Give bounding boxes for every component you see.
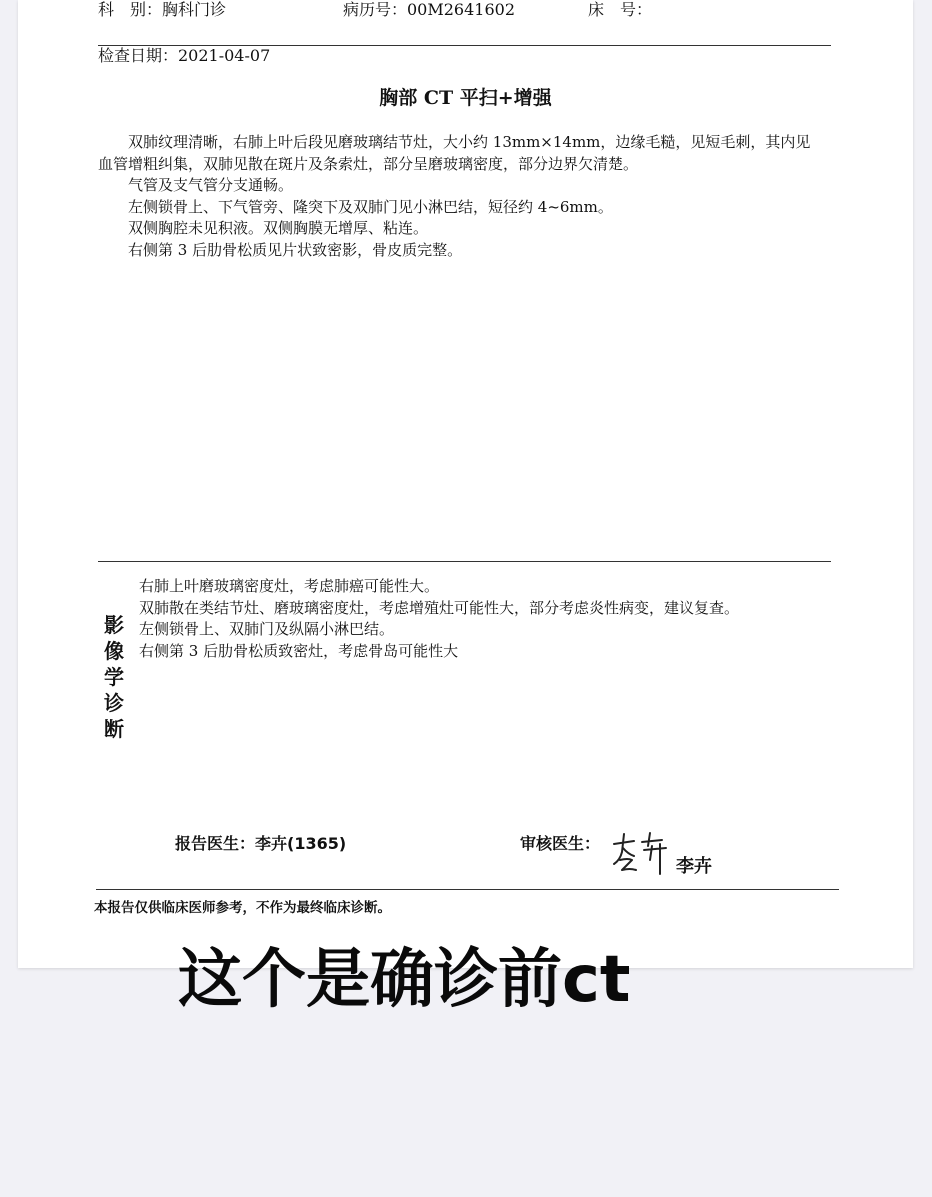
- footer-divider: [96, 889, 839, 890]
- exam-date: 检查日期：2021-04-07: [98, 46, 271, 65]
- handwritten-signature: [610, 830, 670, 876]
- department-field: 科 别：胸科门诊: [98, 0, 227, 19]
- reviewer: [520, 834, 600, 854]
- diagnosis-item: 双肺散在类结节灶、磨玻璃密度灶，考虑增殖灶可能性大，部分考虑炎性病变，建议复查。: [139, 598, 740, 617]
- diagnosis-label-char: 影: [104, 613, 124, 637]
- diagnosis-label-char: 像: [104, 639, 124, 663]
- findings-paragraph: 左侧锁骨上、下气管旁、隆突下及双肺门见小淋巴结，短径约 4~6mm。: [128, 197, 613, 216]
- report-doctor: [175, 834, 346, 854]
- diagnosis-label-char: 断: [104, 717, 124, 741]
- findings-paragraph: 气管及支气管分支通畅。: [128, 176, 294, 194]
- reviewer-label: 审核医生：: [520, 834, 601, 853]
- findings-paragraph: 双肺纹理清晰，右肺上叶后段见磨玻璃结节灶，大小约 13mm×14mm，边缘毛糙，见短毛刺，其内见血管增粗纠集，双肺见散在斑片及条索灶，部分呈磨玻璃密度，部分边界欠清楚。: [98, 133, 811, 173]
- bed-number-field: 床 号：: [588, 0, 653, 19]
- report-page: [18, 0, 913, 968]
- diagnosis-section-label: [102, 612, 126, 742]
- findings-section: [98, 132, 818, 261]
- diagnosis-section: [139, 576, 829, 662]
- diagnosis-label-char: 学: [104, 665, 124, 689]
- report-doctor-label: 报告医生：: [175, 834, 256, 853]
- record-number-field: 病历号：00M2641602: [343, 0, 516, 19]
- disclaimer: 本报告仅供临床医师参考，不作为最终临床诊断。: [94, 900, 391, 916]
- reviewer-name: 李卉: [676, 856, 712, 877]
- diagnosis-item: 左侧锁骨上、双肺门及纵隔小淋巴结。: [139, 620, 395, 638]
- caption-text: 这个是确诊前ct: [178, 943, 631, 1017]
- diagnosis-label-char: 诊: [104, 691, 124, 715]
- diagnosis-item: 右侧第 3 后肋骨松质致密灶，考虑骨岛可能性大: [139, 641, 459, 660]
- findings-paragraph: 右侧第 3 后肋骨松质见片状致密影，骨皮质完整。: [128, 240, 463, 259]
- findings-divider: [98, 561, 831, 562]
- report-title: 胸部 CT 平扫+增强: [379, 87, 552, 109]
- report-doctor-name: 李卉(1365): [255, 834, 347, 853]
- diagnosis-item: 右肺上叶磨玻璃密度灶，考虑肺癌可能性大。: [139, 577, 440, 595]
- findings-paragraph: 双侧胸腔未见积液。双侧胸膜无增厚、粘连。: [128, 219, 429, 237]
